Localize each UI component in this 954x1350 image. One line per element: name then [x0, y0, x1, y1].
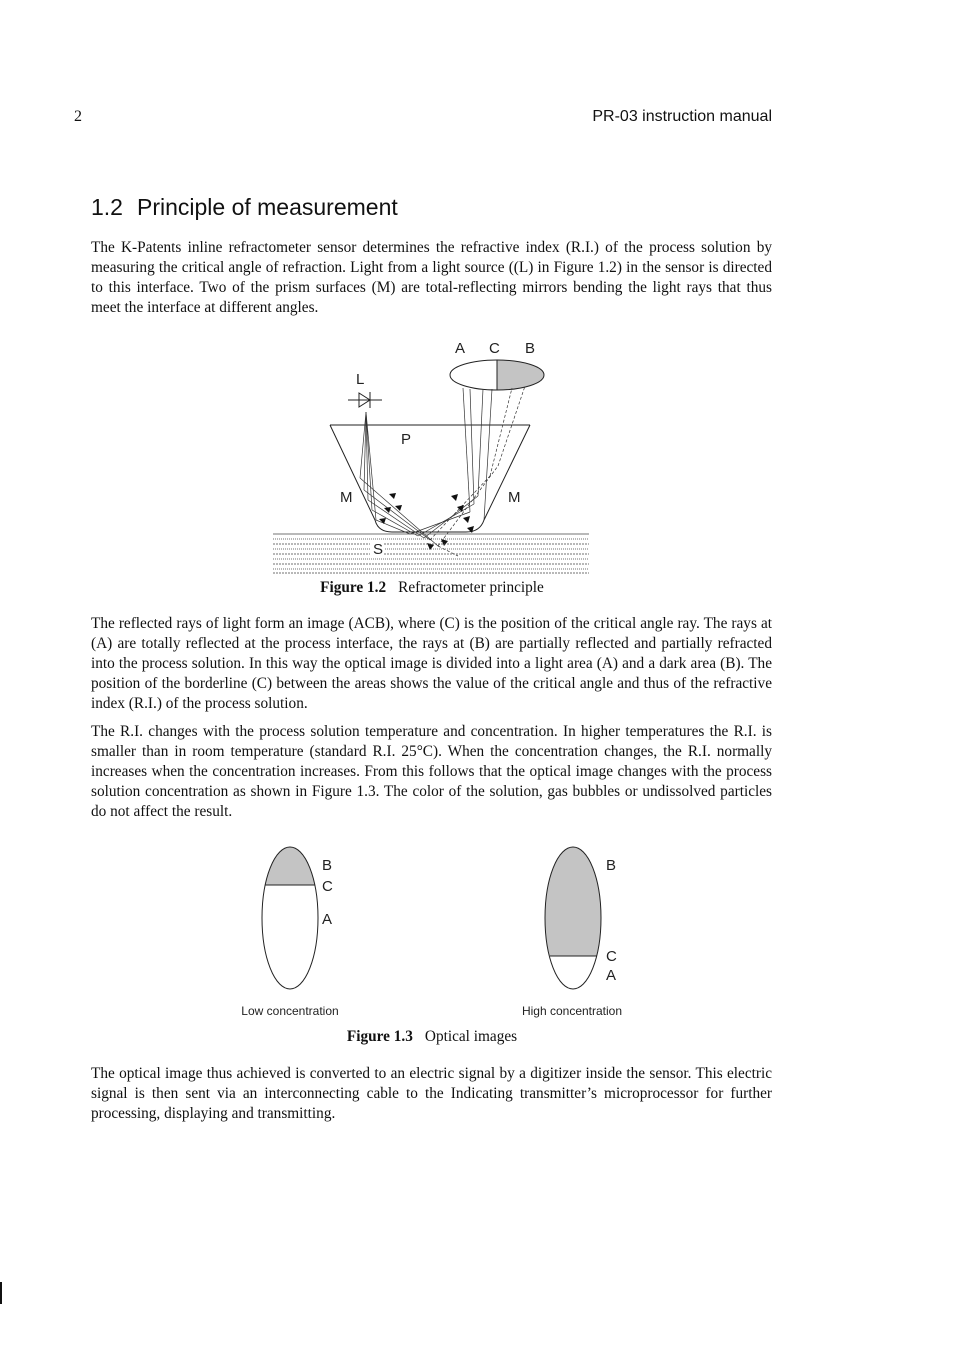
label-mirror-right: M [508, 489, 521, 506]
label-c: C [489, 340, 500, 357]
low-label-a: A [322, 911, 333, 928]
paragraph-measurement-intro: The K-Patents inline refractometer sensor determines the refractive index (R.I.) of the process solution by measuring the critical angle of refraction. Light from a light source ((L) in Figure 1.2) in the sensor is directed to this interface. Two of the prism surfaces (M) are total-reflecting mirrors bending the light rays that thus meet the interface at different angles. [91, 239, 772, 316]
figure-1-2-label: Figure 1.2 [320, 579, 387, 596]
running-header-title: PR-03 instruction manual [592, 108, 772, 125]
high-concentration-title: High concentration [521, 1004, 623, 1018]
optical-image-ellipse [450, 360, 544, 390]
partially-refracted-rays [430, 386, 525, 556]
high-label-a: A [606, 967, 617, 984]
figure-1-2-caption [0, 579, 909, 597]
figure-1-3-caption-text: Optical images [424, 1028, 518, 1045]
label-prism: P [401, 431, 412, 448]
section-number: 1.2 [91, 194, 123, 220]
high-label-b: B [606, 857, 617, 874]
label-a: A [455, 340, 466, 357]
label-b: B [525, 340, 536, 357]
optical-image-low-concentration [260, 845, 320, 989]
prism-outline [330, 425, 530, 532]
reflected-light-rays [410, 388, 492, 538]
optical-image-high-concentration [543, 845, 603, 989]
section-title: Principle of measurement [136, 194, 398, 220]
page-number: 2 [74, 108, 82, 125]
paragraph-optical-image: The reflected rays of light form an image (ACB), where (C) is the position of the critical angle ray. The rays at (A) are totally reflected at the process interface, the rays at (B) are partially reflected and partially refracted into the process solution. In this way the optical image is divided into a light area (A) and a dark area (B). The position of the borderline (C) between the areas shows the value of the critical angle and thus of the refractive index (R.I.) of the process solution. [91, 615, 772, 712]
margin-mark [0, 1282, 2, 1304]
low-label-b: B [322, 857, 333, 874]
label-solution: S [373, 541, 384, 558]
low-label-c: C [322, 878, 333, 895]
high-label-c: C [606, 948, 617, 965]
label-mirror-left: M [340, 489, 353, 506]
light-source-diode-icon [348, 392, 382, 408]
figure-1-2-caption-text: Refractometer principle [398, 579, 544, 596]
figure-1-3-label: Figure 1.3 [346, 1028, 413, 1045]
paragraph-digitizer-signal: The optical image thus achieved is converted to an electric signal by a digitizer inside the sensor. This electric signal is then sent via an interconnecting cable to the Indicating transmitter’s microprocessor for further processing, displaying and transmitting. [91, 1065, 772, 1122]
incident-light-rays [360, 412, 438, 546]
low-concentration-title: Low concentration [241, 1004, 339, 1018]
ray-direction-arrows [379, 493, 474, 550]
paragraph-temperature-concentration: The R.I. changes with the process solution temperature and concentration. In higher temperatures the R.I. is smaller than in room temperature (standard R.I. 25°C). When the concentration changes, the R.I. normally increases when the concentration increases. From this follows that the optical image changes with the process solution concentration as shown in Figure 1.3. The color of the solution, gas bubbles or undissolved particles do not affect the result. [91, 723, 772, 820]
figure-1-3-caption [0, 1028, 909, 1046]
label-light-source: L [356, 371, 365, 388]
